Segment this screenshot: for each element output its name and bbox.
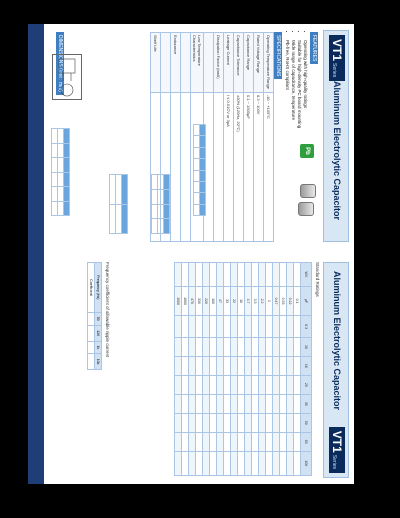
table-cell <box>182 263 189 287</box>
spec-value: 6.3 ~ 100V <box>254 93 264 242</box>
feature-item: • Operating with high-quality ratings <box>302 40 308 128</box>
table-cell <box>203 375 210 394</box>
table-cell: 0.33 <box>280 286 287 316</box>
table-cell <box>259 451 266 475</box>
table-row <box>234 33 244 242</box>
table-cell <box>287 413 294 432</box>
table-cell <box>287 432 294 451</box>
datasheet-page <box>28 24 354 484</box>
spec-label: Endurance <box>171 33 181 93</box>
table-cell <box>294 316 301 338</box>
table-cell <box>273 451 280 475</box>
spec-value <box>171 93 181 242</box>
table-cell <box>224 316 231 338</box>
table-cell <box>287 263 294 287</box>
table-cell: 100 <box>210 286 217 316</box>
table-cell <box>175 413 182 432</box>
left-header-title: Aluminum Electrolytic Capacitor <box>332 81 342 221</box>
table-cell <box>280 413 287 432</box>
spec-label: Capacitance Range <box>244 33 254 93</box>
column-header: WV <box>301 263 312 287</box>
table-cell <box>266 316 273 338</box>
table-cell <box>175 375 182 394</box>
spec-label: Low Temperature Characteristics <box>191 33 204 93</box>
rotated-content <box>44 24 354 484</box>
table-cell <box>252 394 259 413</box>
table-cell <box>210 356 217 375</box>
table-row <box>264 33 274 242</box>
table-cell <box>88 325 95 341</box>
column-header: 120 <box>95 325 102 341</box>
table-cell <box>231 356 238 375</box>
table-cell <box>224 337 231 356</box>
table-row <box>181 33 191 242</box>
table-cell <box>217 356 224 375</box>
table-cell <box>294 263 301 287</box>
table-cell <box>273 432 280 451</box>
table-cell: 4.7 <box>245 286 252 316</box>
table-cell <box>294 451 301 475</box>
spec-label <box>204 33 214 93</box>
table-cell: 33 <box>224 286 231 316</box>
table-cell <box>252 316 259 338</box>
column-header: 63 <box>301 432 312 451</box>
table-cell <box>280 356 287 375</box>
table-cell <box>231 451 238 475</box>
table-cell <box>217 263 224 287</box>
table-cell <box>252 451 259 475</box>
table-row <box>224 263 231 476</box>
table-cell <box>245 375 252 394</box>
table-cell <box>210 394 217 413</box>
table-cell: 1500 <box>175 286 182 316</box>
dimensions-table <box>51 128 70 216</box>
table-cell <box>294 375 301 394</box>
table-row <box>244 33 254 242</box>
table-row <box>245 263 252 476</box>
table-cell <box>210 413 217 432</box>
dimension-drawing <box>52 54 82 100</box>
table-cell <box>294 356 301 375</box>
table-cell <box>266 394 273 413</box>
right-header-title: Aluminum Electrolytic Capacitor <box>332 271 342 411</box>
features-heading: FEATURES <box>310 32 318 64</box>
table-cell <box>182 394 189 413</box>
table-cell <box>217 432 224 451</box>
table-cell <box>238 263 245 287</box>
feature-item: • Wide range of capacitance, temperature <box>290 40 296 128</box>
table-cell <box>175 394 182 413</box>
capacitor-photo <box>298 202 314 216</box>
column-header: 25 <box>301 375 312 394</box>
table-cell <box>189 316 196 338</box>
table-cell <box>294 413 301 432</box>
table-cell <box>238 337 245 356</box>
table-cell <box>182 316 189 338</box>
table-cell <box>238 413 245 432</box>
spec-value <box>214 93 224 242</box>
table-row <box>280 263 287 476</box>
table-cell <box>175 356 182 375</box>
table-cell <box>280 432 287 451</box>
left-series-label: Series <box>331 63 337 78</box>
table-cell: 2.2 <box>259 286 266 316</box>
spec-label <box>161 33 171 93</box>
table-cell <box>287 394 294 413</box>
table-row <box>273 263 280 476</box>
left-header <box>323 30 349 242</box>
table-cell <box>259 413 266 432</box>
table-cell: 1 <box>266 286 273 316</box>
table-cell <box>196 375 203 394</box>
table-cell <box>175 316 182 338</box>
spec-value: ±20% (120Hz, 20°C) <box>234 93 244 242</box>
table-row <box>266 263 273 476</box>
capacitor-photo <box>300 184 316 198</box>
table-cell <box>245 337 252 356</box>
table-cell <box>238 451 245 475</box>
column-header: 35 <box>301 394 312 413</box>
frequency-table <box>87 262 102 370</box>
table-cell <box>175 337 182 356</box>
table-cell <box>224 413 231 432</box>
table-cell <box>196 356 203 375</box>
table-cell <box>294 394 301 413</box>
table-cell <box>224 432 231 451</box>
table-cell <box>203 337 210 356</box>
table-cell <box>203 432 210 451</box>
table-cell <box>88 312 95 325</box>
table-cell <box>196 337 203 356</box>
table-cell <box>280 337 287 356</box>
table-cell <box>182 375 189 394</box>
table-cell: Coefficient <box>88 263 95 313</box>
table-cell <box>266 451 273 475</box>
table-cell <box>238 356 245 375</box>
table-cell: 1000 <box>182 286 189 316</box>
table-cell <box>273 394 280 413</box>
table-cell <box>189 337 196 356</box>
table-row <box>224 33 234 242</box>
column-header: µF <box>301 286 312 316</box>
table-cell <box>189 413 196 432</box>
standard-ratings-caption: Standard Ratings <box>315 262 320 297</box>
right-series-label: Series <box>331 454 337 469</box>
table-cell <box>238 375 245 394</box>
table-cell <box>231 413 238 432</box>
table-cell <box>259 394 266 413</box>
table-cell <box>182 432 189 451</box>
table-cell <box>224 451 231 475</box>
table-cell: 22 <box>231 286 238 316</box>
column-header: 16 <box>301 356 312 375</box>
table-row <box>175 263 182 476</box>
table-cell <box>287 451 294 475</box>
table-cell <box>182 337 189 356</box>
table-cell <box>252 263 259 287</box>
dimensions-heading: DIMENSIONS (unit : mm) <box>56 32 64 95</box>
table-cell <box>245 432 252 451</box>
table-cell <box>224 263 231 287</box>
table-cell <box>231 337 238 356</box>
low-temperature-table <box>151 174 170 234</box>
spec-label: Leakage Current <box>224 33 234 93</box>
table-cell <box>189 432 196 451</box>
table-row <box>182 263 189 476</box>
table-cell <box>266 375 273 394</box>
pb-free-badge: Pb <box>300 144 314 158</box>
column-header: 10 <box>301 337 312 356</box>
features-list <box>284 32 308 128</box>
table-cell <box>217 394 224 413</box>
table-cell <box>273 316 280 338</box>
table-cell <box>182 413 189 432</box>
feature-item: • Suitable for high-density PC board mounting <box>296 40 302 128</box>
spec-value: 0.1 ~ 1500µF <box>244 93 254 242</box>
table-cell <box>252 337 259 356</box>
table-cell <box>224 394 231 413</box>
table-cell <box>259 316 266 338</box>
table-cell <box>196 394 203 413</box>
table-cell <box>280 375 287 394</box>
table-cell <box>266 413 273 432</box>
spec-label <box>181 33 191 93</box>
table-row <box>217 263 224 476</box>
column-header: 1k <box>95 341 102 353</box>
right-header <box>323 262 349 478</box>
left-series-logo <box>329 35 345 81</box>
spec-label: Shelf Life <box>151 33 161 93</box>
table-cell <box>259 432 266 451</box>
table-cell <box>175 451 182 475</box>
table-cell <box>189 451 196 475</box>
table-cell <box>231 394 238 413</box>
table-cell <box>88 354 95 370</box>
table-header-row <box>301 263 312 476</box>
table-cell <box>273 375 280 394</box>
table-cell <box>196 451 203 475</box>
table-cell <box>238 432 245 451</box>
table-cell: 3.3 <box>252 286 259 316</box>
table-cell <box>280 316 287 338</box>
table-row <box>171 33 181 242</box>
column-header: Frequency (Hz) <box>95 263 102 313</box>
specifications-heading: SPECIFICATIONS <box>274 32 282 79</box>
table-cell <box>210 263 217 287</box>
table-cell <box>273 356 280 375</box>
table-cell <box>210 316 217 338</box>
table-cell <box>259 263 266 287</box>
table-cell <box>217 337 224 356</box>
table-cell: 10 <box>238 286 245 316</box>
spec-label: Capacitance Tolerance <box>234 33 244 93</box>
table-cell <box>175 263 182 287</box>
table-row <box>210 263 217 476</box>
table-cell <box>245 394 252 413</box>
table-cell <box>210 451 217 475</box>
table-cell <box>203 451 210 475</box>
table-row <box>287 263 294 476</box>
table-cell <box>88 341 95 353</box>
right-series-logo <box>329 427 345 473</box>
table-cell <box>217 451 224 475</box>
side-brand-strip <box>28 24 44 484</box>
table-cell <box>252 413 259 432</box>
table-cell <box>287 375 294 394</box>
table-cell <box>294 432 301 451</box>
spec-label: Rated Voltage Range <box>254 33 264 93</box>
table-cell <box>217 316 224 338</box>
table-row <box>252 263 259 476</box>
table-row <box>88 263 95 370</box>
table-cell <box>210 337 217 356</box>
frequency-caption: Frequency coefficient of allowable ripple current <box>105 262 110 358</box>
table-cell <box>203 356 210 375</box>
table-cell <box>245 263 252 287</box>
table-cell <box>252 356 259 375</box>
table-cell <box>273 263 280 287</box>
dissipation-factor-table <box>193 124 206 216</box>
table-cell <box>224 375 231 394</box>
table-cell <box>210 375 217 394</box>
table-cell <box>210 432 217 451</box>
column-header: 6.3 <box>301 316 312 338</box>
left-logo-text: VT1 <box>330 39 344 62</box>
table-row <box>231 263 238 476</box>
table-cell <box>196 413 203 432</box>
table-cell: 0.22 <box>287 286 294 316</box>
table-cell <box>231 432 238 451</box>
table-cell <box>294 337 301 356</box>
table-row <box>189 263 196 476</box>
table-cell <box>203 413 210 432</box>
table-cell <box>266 356 273 375</box>
table-cell <box>238 394 245 413</box>
table-cell <box>189 394 196 413</box>
table-cell <box>259 356 266 375</box>
table-cell <box>182 356 189 375</box>
table-cell <box>273 413 280 432</box>
spec-value: I ≤ 0.01CV or 3µA <box>224 93 234 242</box>
standard-ratings-table <box>174 262 312 476</box>
endurance-table <box>109 174 128 234</box>
spec-label: Dissipation Factor (tanδ) <box>214 33 224 93</box>
table-cell <box>189 375 196 394</box>
table-cell <box>217 375 224 394</box>
table-cell <box>245 316 252 338</box>
spec-value: -40 ~ +105°C <box>264 93 274 242</box>
table-cell <box>196 263 203 287</box>
table-cell <box>203 394 210 413</box>
table-cell <box>280 394 287 413</box>
table-cell <box>252 432 259 451</box>
table-cell <box>189 356 196 375</box>
table-row <box>294 263 301 476</box>
table-cell <box>245 413 252 432</box>
table-cell <box>259 375 266 394</box>
table-cell <box>217 413 224 432</box>
table-row <box>238 263 245 476</box>
table-row <box>196 263 203 476</box>
table-cell <box>266 432 273 451</box>
table-cell <box>231 375 238 394</box>
table-cell <box>252 375 259 394</box>
column-header: 50 <box>95 312 102 325</box>
table-cell <box>280 451 287 475</box>
table-cell <box>231 263 238 287</box>
right-logo-text: VT1 <box>330 430 344 453</box>
table-cell: 0.1 <box>294 286 301 316</box>
table-cell <box>238 316 245 338</box>
table-header-row <box>95 263 102 370</box>
table-row <box>259 263 266 476</box>
table-cell <box>231 316 238 338</box>
table-cell <box>259 337 266 356</box>
table-row <box>254 33 264 242</box>
table-cell: 330 <box>196 286 203 316</box>
column-header: 50 <box>301 413 312 432</box>
table-cell <box>287 337 294 356</box>
table-cell <box>266 263 273 287</box>
spec-value <box>181 93 191 242</box>
table-cell: 0.47 <box>273 286 280 316</box>
table-cell: 470 <box>189 286 196 316</box>
table-cell <box>203 263 210 287</box>
table-cell: 220 <box>203 286 210 316</box>
table-cell <box>182 451 189 475</box>
table-cell <box>245 451 252 475</box>
table-cell <box>196 432 203 451</box>
table-cell <box>175 432 182 451</box>
table-cell <box>266 337 273 356</box>
table-cell <box>189 263 196 287</box>
sheet <box>44 24 354 484</box>
spec-label: Operating Temperature Range <box>264 33 274 93</box>
table-cell <box>224 356 231 375</box>
table-cell <box>273 337 280 356</box>
table-cell <box>196 316 203 338</box>
table-row <box>203 263 210 476</box>
table-cell <box>203 316 210 338</box>
table-cell <box>245 356 252 375</box>
table-cell <box>287 316 294 338</box>
column-header: 100 <box>301 451 312 475</box>
table-cell <box>280 263 287 287</box>
table-cell <box>287 356 294 375</box>
column-header: 10k <box>95 354 102 370</box>
table-cell: 47 <box>217 286 224 316</box>
table-row <box>214 33 224 242</box>
feature-item: • Pb-free, RoHS compliant <box>284 40 290 128</box>
